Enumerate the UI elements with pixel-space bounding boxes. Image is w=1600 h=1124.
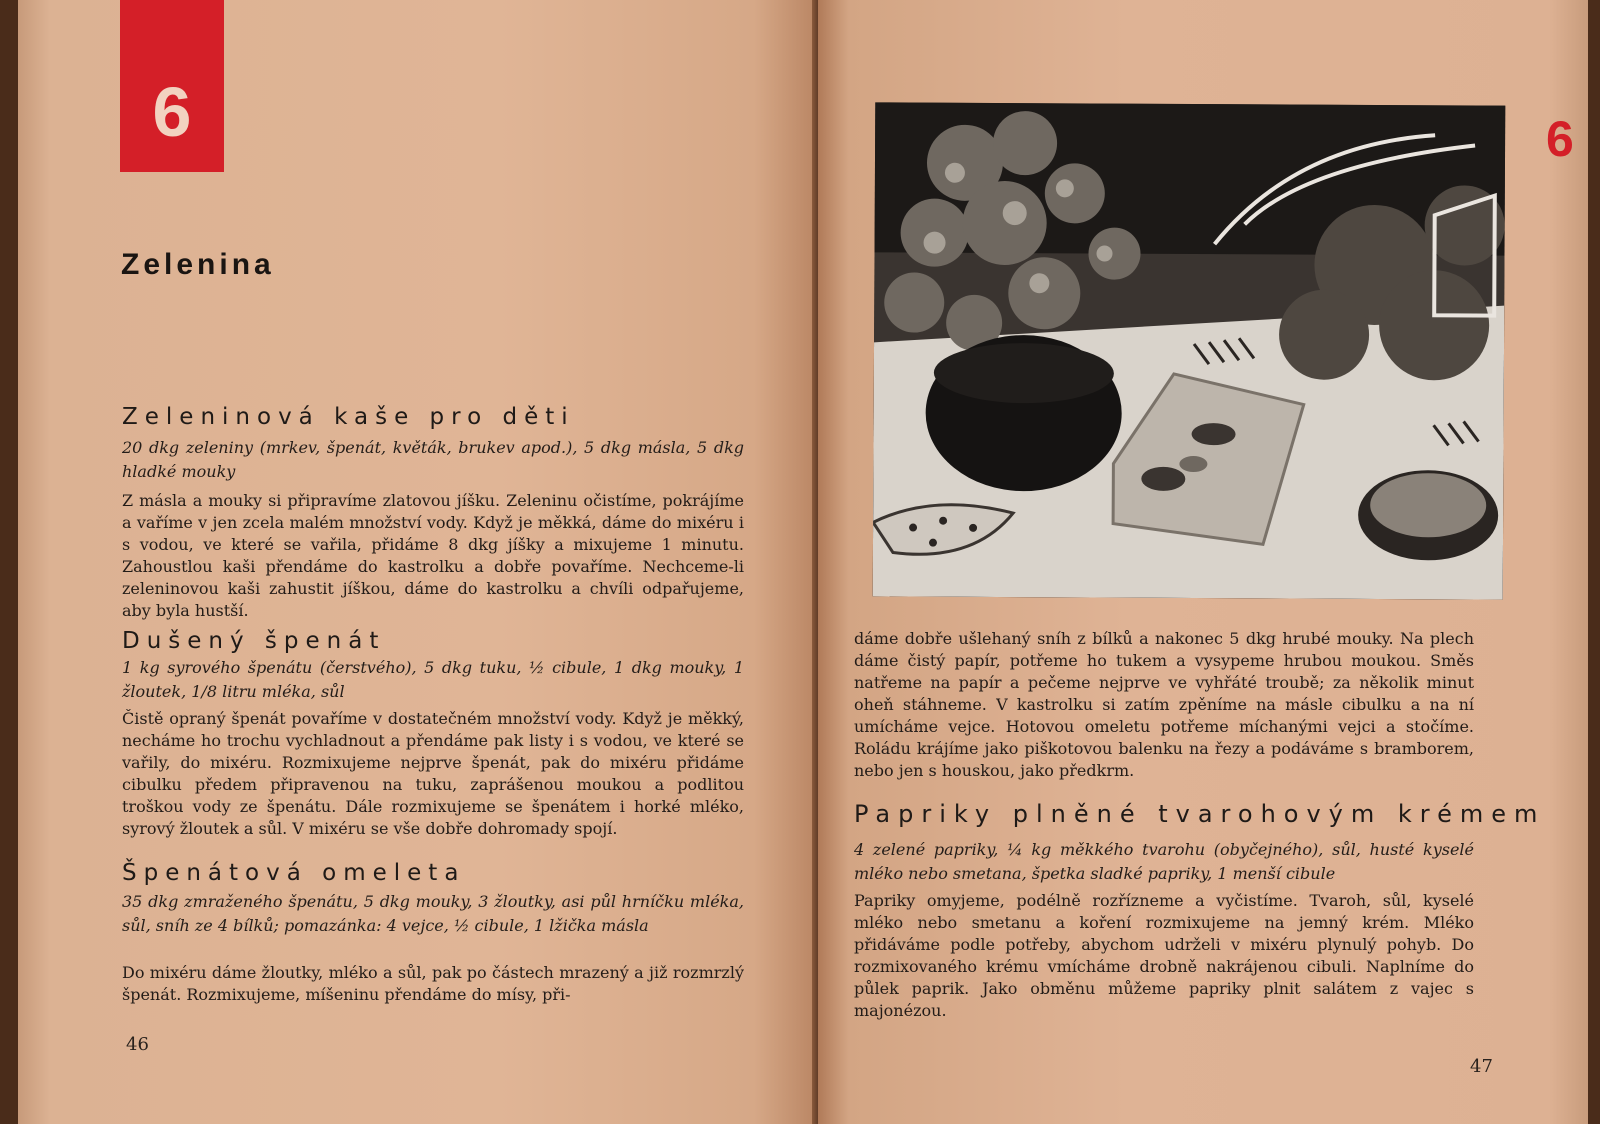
recipe-title: Papriky plněné tvarohovým krémem — [854, 800, 1546, 828]
page-number: 46 — [126, 1034, 149, 1055]
recipe-title: Dušený špenát — [122, 628, 386, 654]
recipe-method: Čistě opraný špenát povaříme v dostatečném množství vody. Když je měkký, necháme ho trochu vychladnout a přendáme pak listy i s vodou, ve které se vařily, do mixéru. Rozmixujeme nejprve špenát, pak do mixéru přidáme cibulku předem připravenou na tuku, zaprášenou moukou a podlitou troškou vody ze špenátu. Dále rozmixujeme se špenátem i horké mléko, syrový žloutek a sůl. V mixéru se vše dobře dohromady spojí. — [122, 709, 744, 838]
food-photo-illustration — [873, 102, 1506, 599]
chapter-number: 6 — [1546, 111, 1574, 167]
recipe-ingredients: 35 dkg zmraženého špenátu, 5 dkg mouky, 3 žloutky, asi půl hrníčku mléka, sůl, sníh ze 4 bílků; pomazánka: 4 vejce, ½ cibule, 1 lžička másla — [122, 892, 744, 935]
recipe-title: Špenátová omeleta — [122, 860, 466, 886]
right-page — [818, 0, 1588, 1124]
recipe-ingredients: 1 kg syrového špenátu (čerstvého), 5 dkg tuku, ½ cibule, 1 dkg mouky, 1 žloutek, 1/8 litru mléka, sůl — [122, 658, 744, 701]
recipe-method: Do mixéru dáme žloutky, mléko a sůl, pak po částech mrazený a již rozmrzlý špenát. Rozmixujeme, míšeninu přendáme do mísy, při- — [122, 963, 744, 1004]
recipe-ingredients: 4 zelené papriky, ¼ kg měkkého tvarohu (obyčejného), sůl, husté kyselé mléko nebo smetana, špetka sladké papriky, 1 menší cibule — [854, 840, 1474, 883]
recipe-method: Papriky omyjeme, podélně rozřízneme a vyčistíme. Tvaroh, sůl, kyselé mléko nebo smetanu a koření rozmixujeme na jemný krém. Mléko přidáváme podle potřeby, abychom udrželi v mixéru plynulý pohyb. Do rozmixovaného krému vmícháme drobně nakrájenou cibuli. Naplníme do půlek paprik. Jako obměnu můžeme papriky plnit salátem z vajec s majonézou. — [854, 891, 1474, 1020]
chapter-title: Zelenina — [121, 248, 275, 281]
recipe-method: Z másla a mouky si připravíme zlatovou jíšku. Zeleninu očistíme, pokrájíme a vaříme v jen zcela malém množství vody. Když je měkká, dáme do mixéru i s vodou, ve které se vařila, přidáme 8 dkg jíšky a mixujeme 1 minutu. Zahoustlou kaši přendáme do kastrolku a dobře povaříme. Nechceme-li zeleninovou kaši zahustit jíškou, dáme do kastrolku a chvíli odpařujeme, aby byla hustší. — [122, 491, 744, 620]
left-page — [18, 0, 818, 1124]
chapter-tab: 6 — [120, 0, 224, 172]
food-photo — [873, 102, 1506, 599]
continued-text: dáme dobře ušlehaný sníh z bílků a nakonec 5 dkg hrubé mouky. Na plech dáme čistý papír, potřeme ho tukem a vysypeme hrubou moukou. Směs natřeme na papír a pečeme nejprve ve vyhřáté troubě; za několik minut oheň stáhneme. V kastrolku si zatím zpěníme na másle cibulku a na ní umícháme vejce. Hotovou omeletu potřeme míchanými vejci a stočíme. Roládu krájíme jako piškotovou balenku na řezy a podáváme s bramborem, nebo jen s houskou, jako předkrm. — [854, 629, 1474, 780]
recipe-ingredients: 20 dkg zeleniny (mrkev, špenát, květák, brukev apod.), 5 dkg másla, 5 dkg hladké mouky — [122, 438, 744, 481]
page-number: 47 — [1470, 1056, 1493, 1077]
recipe-title: Zeleninová kaše pro děti — [122, 404, 575, 430]
